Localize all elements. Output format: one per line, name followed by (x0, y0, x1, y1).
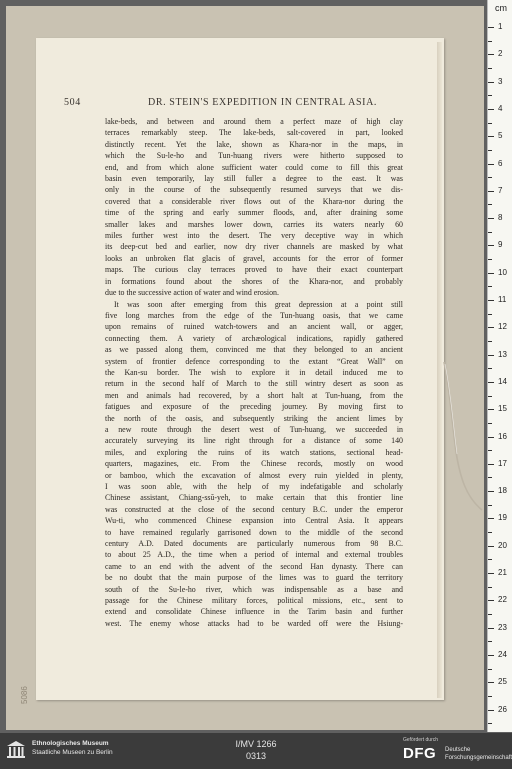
ruler-number: 24 (498, 649, 507, 659)
text-line: connecting them. A variety of archæological indications, rapidly gathered (105, 333, 403, 343)
ruler-half-tick (488, 232, 492, 233)
ruler-number: 4 (498, 103, 503, 113)
ruler-number: 12 (498, 322, 507, 332)
text-line: west. The enemy whose attacks had to be warded off were the Hsiung- (105, 618, 403, 628)
image-number: 0313 (245, 751, 267, 761)
ruler-tick (488, 518, 494, 519)
ruler-half-tick (488, 314, 492, 315)
ruler-number: 17 (498, 458, 507, 468)
ruler-number: 19 (498, 513, 507, 523)
ruler-number: 18 (498, 486, 507, 496)
text-line: was constructed at the close of the second century B.C. under the emperor (105, 504, 403, 514)
text-line: miles, and exploring the ruins of its watch stations, sectional head- (105, 447, 403, 457)
ruler-number: 10 (498, 267, 507, 277)
ruler-number: 6 (498, 158, 503, 168)
scale-ruler (487, 0, 512, 732)
text-line: It was soon after emerging from this great depression at a point still (114, 299, 403, 309)
text-line: maps. The curious clay terraces proved to have their exact counterpart (105, 265, 403, 275)
body-text (105, 116, 403, 629)
ruler-half-tick (488, 95, 492, 96)
funder-label: Gefördert durch (403, 737, 439, 743)
ruler-number: 25 (498, 677, 507, 687)
ruler-tick (488, 300, 494, 301)
ruler-number: 22 (498, 595, 507, 605)
funder-name-line2: Forschungsgemeinschaft (445, 755, 512, 761)
ruler-tick (488, 546, 494, 547)
ruler-tick (488, 464, 494, 465)
ruler-unit: cm (495, 3, 507, 13)
ruler-half-tick (488, 641, 492, 642)
ruler-number: 8 (498, 213, 503, 223)
text-line: Wu-ti, who commenced Chinese expansion into Central Asia. It appears (105, 516, 403, 526)
ruler-half-tick (488, 450, 492, 451)
pencil-note: 5086 (20, 686, 29, 704)
text-line: system of frontier defence corresponding to the extant “Great Wall” on (105, 356, 403, 366)
ruler-number: 7 (498, 185, 503, 195)
text-line: accurately surveying its line right through for a distance of some 140 (105, 436, 403, 446)
ruler-half-tick (488, 204, 492, 205)
ruler-number: 15 (498, 404, 507, 414)
bookmark-string (442, 362, 484, 512)
text-line: its deep-cut bed and earlier, now dry river channels are masked by what (105, 242, 403, 252)
ruler-number: 1 (498, 22, 503, 31)
text-line: or bamboo, which the excavation of almost every ruin yielded in plenty, (105, 470, 403, 480)
ruler-half-tick (488, 505, 492, 506)
ruler-tick (488, 382, 494, 383)
ruler-number: 23 (498, 622, 507, 632)
text-line: five long marches from the edge of the Tun-huang oasis, that we came (105, 310, 403, 320)
text-line: time of the spring and early summer floods, and, after draining some (105, 208, 403, 218)
ruler-half-tick (488, 423, 492, 424)
ruler-tick (488, 327, 494, 328)
ruler-tick (488, 710, 494, 711)
text-line: end, and from which alone sufficient water could come to fill this great (105, 162, 403, 172)
text-line: Chinese assistant, Chiang-ssŭ-yeh, to make certain that this frontier line (105, 493, 403, 503)
running-title: DR. STEIN'S EXPEDITION IN CENTRAL ASIA. (148, 97, 377, 108)
ruler-tick (488, 136, 494, 137)
text-line: return in the second half of March to the still wintry desert as soon as (105, 379, 403, 389)
text-line: be no doubt that the main purpose of the limes was to guard the territory (105, 573, 403, 583)
ruler-half-tick (488, 477, 492, 478)
text-line: a new route through the desert west of Tun-huang, we succeeded in (105, 424, 403, 434)
ruler-number: 5 (498, 131, 503, 141)
text-line: smaller lakes and marshes lower down, carries its waters nearly 60 (105, 219, 403, 229)
ruler-number: 20 (498, 540, 507, 550)
ruler-tick (488, 355, 494, 356)
ruler-half-tick (488, 396, 492, 397)
ruler-tick (488, 164, 494, 165)
text-line: terraces remarkably steep. The lake-beds, salt-covered in part, looked (105, 128, 403, 138)
text-line: passage for the Chinese military forces, political missions, etc., sent to (105, 596, 403, 606)
shelfmark: I/MV 1266 (235, 739, 277, 749)
ruler-tick (488, 218, 494, 219)
text-line: due to the successive action of water and wind erosion. (105, 288, 279, 298)
ruler-tick (488, 191, 494, 192)
ruler-tick (488, 600, 494, 601)
text-line: looks an unbroken flat glacis of gravel, accounts for the error of former (105, 253, 403, 263)
ruler-half-tick (488, 614, 492, 615)
text-line: the north of the oasis, and subsequently striking the ancient limes by (105, 413, 403, 423)
text-line: to have remained regularly garrisoned down to the middle of the second (105, 527, 403, 537)
ruler-tick (488, 491, 494, 492)
text-line: I was soon able, with the help of my indefatigable and scholarly (105, 482, 403, 491)
text-line: upon remains of ruined watch-towers and an ancient wall, or agger, (105, 322, 403, 332)
running-head (64, 97, 414, 111)
ruler-tick (488, 54, 494, 55)
ruler-half-tick (488, 696, 492, 697)
ruler-tick (488, 409, 494, 410)
ruler-number: 9 (498, 240, 503, 250)
ruler-tick (488, 273, 494, 274)
text-line: basin even temporarily, lay still fuller a degree to the east. It was (105, 174, 403, 184)
text-line: lake-beds, and between and around them a perfect maze of high clay (105, 117, 403, 126)
ruler-number: 14 (498, 376, 507, 386)
text-line: miles further west into the desert. The very deceptive way in which (105, 231, 403, 241)
text-line: south of the Su-le-ho river, which was indispensable as a base and (105, 584, 403, 594)
ruler-half-tick (488, 587, 492, 588)
text-line: extend and consolidate Chinese influence in the Tarim basin and further (105, 607, 403, 617)
museum-name-line2: Staatliche Museen zu Berlin (32, 749, 113, 756)
ruler-number: 3 (498, 76, 503, 86)
text-line: only in the course of the subsequently resumed surveys that we dis- (105, 185, 403, 195)
ruler-half-tick (488, 669, 492, 670)
text-line: which the Su-le-ho and Tun-huang rivers were hitherto supposed to (105, 151, 403, 161)
ruler-tick (488, 109, 494, 110)
ruler-number: 2 (498, 49, 503, 59)
ruler-half-tick (488, 341, 492, 342)
ruler-tick (488, 655, 494, 656)
ruler-number: 11 (498, 295, 507, 304)
ruler-half-tick (488, 559, 492, 560)
text-line: to about 25 A.D., the time when a period of internal and external troubles (105, 550, 403, 560)
ruler-half-tick (488, 123, 492, 124)
ruler-half-tick (488, 68, 492, 69)
page-number: 504 (64, 97, 81, 108)
text-line: distinctly recent. Yet the lake, shown as Khara-nor in the maps, in (105, 139, 403, 149)
ruler-half-tick (488, 532, 492, 533)
ruler-tick (488, 245, 494, 246)
ruler-tick (488, 437, 494, 438)
ruler-tick (488, 628, 494, 629)
text-line: as we passed along them, convinced me that they belonged to an ancient (105, 345, 403, 355)
ruler-half-tick (488, 177, 492, 178)
text-line: the Kan-su border. The wish to explore it in detail induced me to (105, 367, 403, 377)
footer-bar (0, 733, 512, 769)
ruler-half-tick (488, 286, 492, 287)
ruler-tick (488, 82, 494, 83)
text-line: fatigues and exposure of the preceding journey. By moving first to (105, 402, 403, 412)
funder-name-line1: Deutsche (445, 747, 471, 753)
museum-name-line1: Ethnologisches Museum (32, 740, 109, 747)
text-line: men and animals had recovered, by a short halt at Tun-huang, from the (105, 390, 403, 400)
ruler-number: 26 (498, 704, 507, 714)
text-line: century A.D. Dated documents are particularly numerous from 98 B.C. (105, 539, 403, 549)
ruler-number: 16 (498, 431, 507, 441)
dfg-logo: DFG (403, 745, 437, 762)
funder-name (445, 746, 512, 762)
ruler-number: 13 (498, 349, 507, 359)
ruler-half-tick (488, 150, 492, 151)
ruler-number: 21 (498, 568, 507, 577)
ruler-tick (488, 27, 494, 28)
ruler-half-tick (488, 259, 492, 260)
ruler-tick (488, 682, 494, 683)
text-line: came to an end with the advent of the second Han dynasty. There can (105, 561, 403, 571)
ruler-half-tick (488, 723, 492, 724)
ruler-half-tick (488, 368, 492, 369)
text-line: in formations found about the shores of the Khara-nor, and probably (105, 276, 403, 286)
text-line: covered that a considerable river flows out of the Khara-nor during the (105, 196, 403, 206)
ruler-half-tick (488, 41, 492, 42)
ruler-tick (488, 573, 494, 574)
text-line: quarters, magazines, etc. From the Chinese records, mostly on wood (105, 459, 403, 469)
